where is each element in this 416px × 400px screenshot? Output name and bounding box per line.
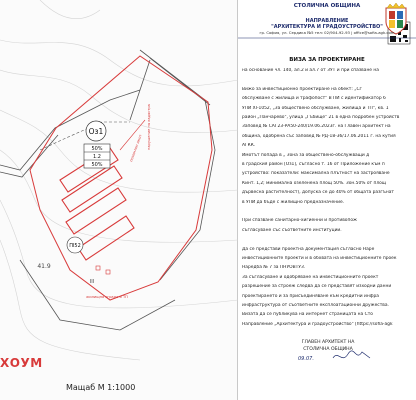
visa-line: инвестиционните проекти и в обхвата на инвестиционните проек <box>242 256 397 261</box>
header-address: гр. София, ул. Сердика №5 тел: 02/904-92-93 | office@sofia-agk.com <box>259 30 395 35</box>
visa-line: проектирането и за присъединяване към кредитни инфра <box>242 293 379 299</box>
visa-line: инфраструктура от съответните експлоатационни дружества. <box>242 303 389 308</box>
annotation-2: поземлен имот <box>129 133 143 163</box>
index-line-2: 1.2 <box>93 154 101 160</box>
visa-line: в УПИ да бъде с жилищно предназначение. <box>242 199 345 205</box>
zone-label: Оз1 <box>88 127 104 136</box>
header-directorate: НАПРАВЛЕНИЕ <box>305 18 349 24</box>
brand-label: ХОУМ <box>0 356 43 370</box>
visa-line: обслужване с жилища и трафопост" В ПИ с идентификатор 6 <box>242 96 386 102</box>
visa-line: на основание чл. 140, ал.2 и ал.7 от ЗУТ и при спазване на <box>242 68 379 73</box>
header-directorate-name: "АРХИТЕКТУРА И ГРАДОУСТРОЙСТВО" <box>271 24 383 30</box>
scale-label: Мащаб М 1:1000 <box>66 383 136 392</box>
header-org: СТОЛИЧНА ОБЩИНА <box>293 3 361 9</box>
visa-line: разрешение за строеж следва да се представят изходни данни <box>242 284 392 290</box>
index-line-3: 50% <box>91 162 103 168</box>
annotation-3: жилищна сграда и ТП <box>86 295 128 299</box>
visa-line: Наредба № 7 за ПНУОВТУЗ. <box>242 265 306 271</box>
visa-line: Заповед № САГ23-РА50-240/19.06.2023г. на Главен архитект на <box>242 124 391 130</box>
visa-line: в градския район [Оз1], съгласно т. 16 от Приложение към п <box>242 162 385 167</box>
visa-line: За съгласуване и одобряване на инвестиционните проект <box>242 274 379 280</box>
visa-title: ВИЗА ЗА ПРОЕКТИРАНЕ <box>289 57 365 63</box>
visa-document <box>238 0 416 400</box>
visa-line: устройство: показатели: максимална плътност на застрояване <box>242 171 390 177</box>
side-label: 41.9 <box>37 263 51 270</box>
visa-line: Имотът попада в „ Зона за обществено-обслужващи д <box>242 152 370 158</box>
visa-line: дървесна растителност), допуска се до 40% от общата разгънат <box>242 190 394 196</box>
visa-line: Кинт. 1,2; минимална озеленена площ 50%. Зон.50% от площ <box>242 180 386 186</box>
signatory-org: СТОЛИЧНА ОБЩИНА <box>303 347 353 352</box>
visa-line: Да се представи проектна документация съгласно Наре <box>242 246 375 252</box>
plot-label: ПI52 <box>69 243 81 249</box>
visa-line: Вижо за инвестиционно проектиране на обект: „Сг <box>242 86 362 92</box>
index-table <box>84 144 110 168</box>
annotation-1: нарушение на кадастра <box>147 104 151 150</box>
visa-line: Направление „Архитектура и градоустройство" [https://sofia-agk <box>242 321 393 327</box>
visa-line: район „Панчарево", улица „Гъбище" 21 в една подробен устройств <box>242 115 400 120</box>
road-lines <box>0 50 215 330</box>
signatory-title: ГЛАВЕН АРХИТЕКТ НА <box>301 340 355 345</box>
visa-line: УПИ XI-1052, „За обществено обслужване, жилища и ТП", кв. 1 <box>242 105 389 111</box>
visa-line: община, одобрена със заповед № РД-18-36/17.06.2011 г. на кутия <box>242 133 396 139</box>
signature-date: 09.07. <box>298 356 314 362</box>
visa-line: При спазване санитарно-хигиенни и противопож <box>242 218 357 224</box>
index-line-1: 50% <box>91 146 103 152</box>
building-label: III <box>89 279 95 285</box>
visa-line: АГКК. <box>242 143 256 149</box>
visa-line: съгласуване със съответните институции. <box>242 227 342 233</box>
visa-line: Визата да се публикува на интернет страницата на Сто <box>242 312 373 318</box>
